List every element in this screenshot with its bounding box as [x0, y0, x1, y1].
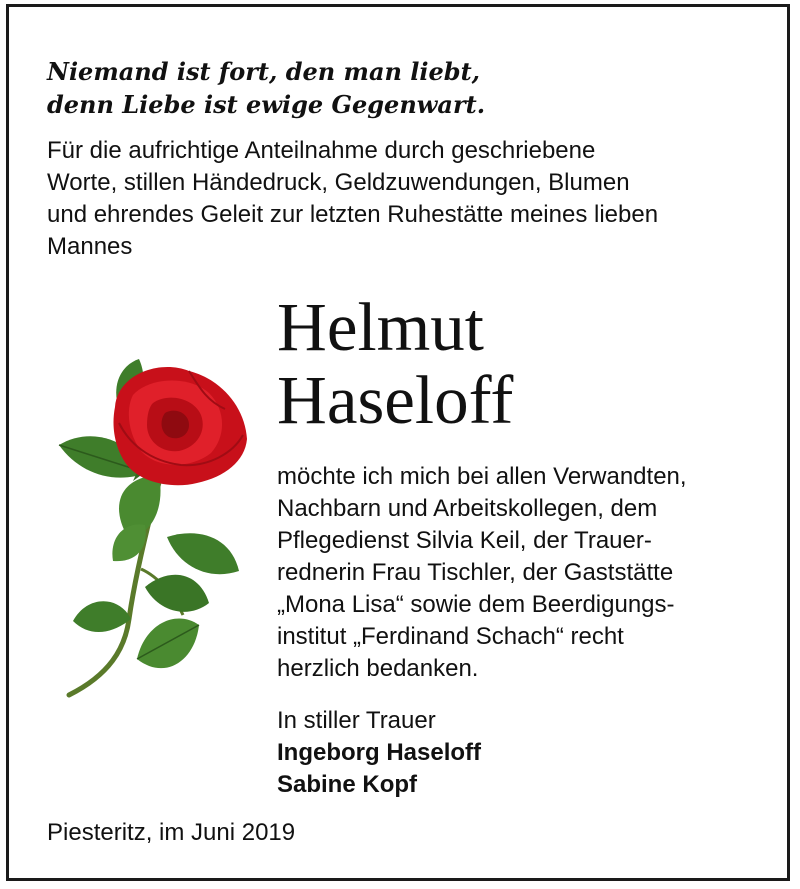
- thanks-line: „Mona Lisa“ sowie dem Beerdigungs-: [277, 591, 675, 618]
- motto-line: denn Liebe ist ewige Gegenwart.: [47, 90, 486, 119]
- obituary-card: [6, 4, 790, 881]
- intro-line: Worte, stillen Händedruck, Geldzuwendungen, Blumen: [47, 169, 630, 196]
- deceased-name: [277, 291, 757, 437]
- motto-quote: [47, 55, 747, 121]
- intro-line: Mannes: [47, 233, 133, 260]
- mourning-block: [277, 705, 757, 801]
- deceased-first-name: Helmut: [277, 289, 484, 365]
- intro-text: [47, 135, 767, 263]
- thanks-line: rednerin Frau Tischler, der Gaststätte: [277, 559, 674, 586]
- intro-line: Für die aufrichtige Anteilnahme durch geschriebene: [47, 137, 596, 164]
- thanks-line: herzlich bedanken.: [277, 655, 479, 682]
- thanks-line: Pflegedienst Silvia Keil, der Trauer-: [277, 527, 652, 554]
- thanks-line: möchte ich mich bei allen Verwandten,: [277, 463, 687, 490]
- deceased-last-name: Haseloff: [277, 362, 514, 438]
- mourner-name: Sabine Kopf: [277, 771, 418, 798]
- place-date: Piesteritz, im Juni 2019: [47, 819, 296, 846]
- mourner-name: Ingeborg Haseloff: [277, 739, 482, 766]
- rose-icon: [49, 357, 269, 717]
- thanks-line: institut „Ferdinand Schach“ recht: [277, 623, 624, 650]
- motto-line: Niemand ist fort, den man liebt,: [47, 57, 481, 86]
- thanks-text: [277, 461, 777, 685]
- intro-line: und ehrendes Geleit zur letzten Ruhestätte meines lieben: [47, 201, 659, 228]
- mourning-heading: In stiller Trauer: [277, 707, 436, 734]
- thanks-line: Nachbarn und Arbeitskollegen, dem: [277, 495, 658, 522]
